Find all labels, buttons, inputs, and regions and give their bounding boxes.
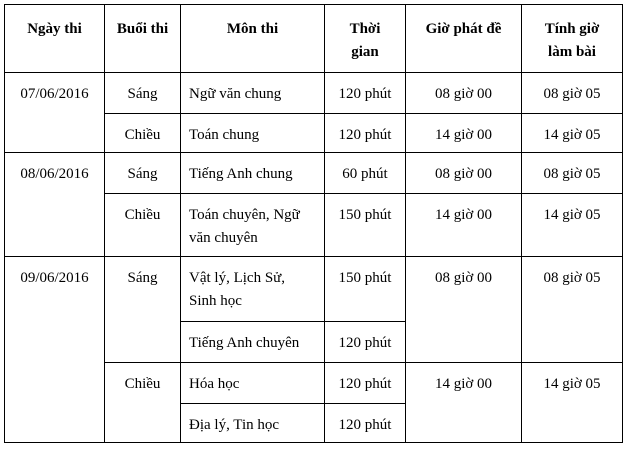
session-cell: Chiều	[105, 114, 181, 153]
release-time-cell: 14 giờ 00	[406, 114, 522, 153]
subject-cell: Ngữ văn chung	[181, 73, 325, 114]
date-cell: 07/06/2016	[5, 73, 105, 153]
header-start	[522, 5, 623, 73]
duration-cell: 120 phút	[325, 404, 406, 443]
subject-cell: Tiếng Anh chuyên	[181, 322, 325, 363]
header-duration	[325, 5, 406, 73]
duration-cell: 150 phút	[325, 257, 406, 322]
session-cell: Sáng	[105, 153, 181, 194]
session-cell: Sáng	[105, 73, 181, 114]
release-time-cell: 14 giờ 00	[406, 363, 522, 443]
subject-line1: Toán chuyên, Ngữ	[189, 207, 300, 223]
subject-cell: Địa lý, Tin học	[181, 404, 325, 443]
exam-schedule-table	[4, 4, 623, 443]
date-cell: 08/06/2016	[5, 153, 105, 257]
subject-line2: văn chuyên	[189, 230, 258, 246]
release-time-cell: 08 giờ 00	[406, 257, 522, 363]
duration-cell: 120 phút	[325, 73, 406, 114]
subject-cell	[181, 257, 325, 322]
subject-cell: Toán chung	[181, 114, 325, 153]
subject-cell: Tiếng Anh chung	[181, 153, 325, 194]
duration-cell: 120 phút	[325, 363, 406, 404]
table-row	[5, 73, 623, 114]
date-cell: 09/06/2016	[5, 257, 105, 443]
session-cell: Chiều	[105, 363, 181, 443]
table-row	[5, 153, 623, 194]
header-session: Buổi thi	[105, 5, 181, 73]
start-time-cell: 08 giờ 05	[522, 153, 623, 194]
header-start-line1: Tính giờ	[544, 21, 600, 37]
release-time-cell: 08 giờ 00	[406, 153, 522, 194]
header-start-line2: làm bài	[548, 44, 596, 60]
start-time-cell: 14 giờ 05	[522, 363, 623, 443]
release-time-cell: 08 giờ 00	[406, 73, 522, 114]
start-time-cell: 14 giờ 05	[522, 114, 623, 153]
header-duration-line2: gian	[351, 44, 379, 60]
start-time-cell: 14 giờ 05	[522, 194, 623, 257]
header-date: Ngày thi	[5, 5, 105, 73]
subject-cell	[181, 194, 325, 257]
table-row	[5, 257, 623, 322]
start-time-cell: 08 giờ 05	[522, 257, 623, 363]
header-subject: Môn thi	[181, 5, 325, 73]
duration-cell: 120 phút	[325, 322, 406, 363]
duration-cell: 150 phút	[325, 194, 406, 257]
header-release: Giờ phát đề	[406, 5, 522, 73]
duration-cell: 60 phút	[325, 153, 406, 194]
session-cell: Sáng	[105, 257, 181, 363]
release-time-cell: 14 giờ 00	[406, 194, 522, 257]
exam-schedule	[4, 4, 623, 443]
header-duration-line1: Thời	[349, 21, 381, 37]
subject-line2: Sinh học	[189, 293, 242, 309]
start-time-cell: 08 giờ 05	[522, 73, 623, 114]
session-cell: Chiều	[105, 194, 181, 257]
header-row	[5, 5, 623, 73]
duration-cell: 120 phút	[325, 114, 406, 153]
subject-cell: Hóa học	[181, 363, 325, 404]
subject-line1: Vật lý, Lịch Sử,	[189, 270, 286, 286]
